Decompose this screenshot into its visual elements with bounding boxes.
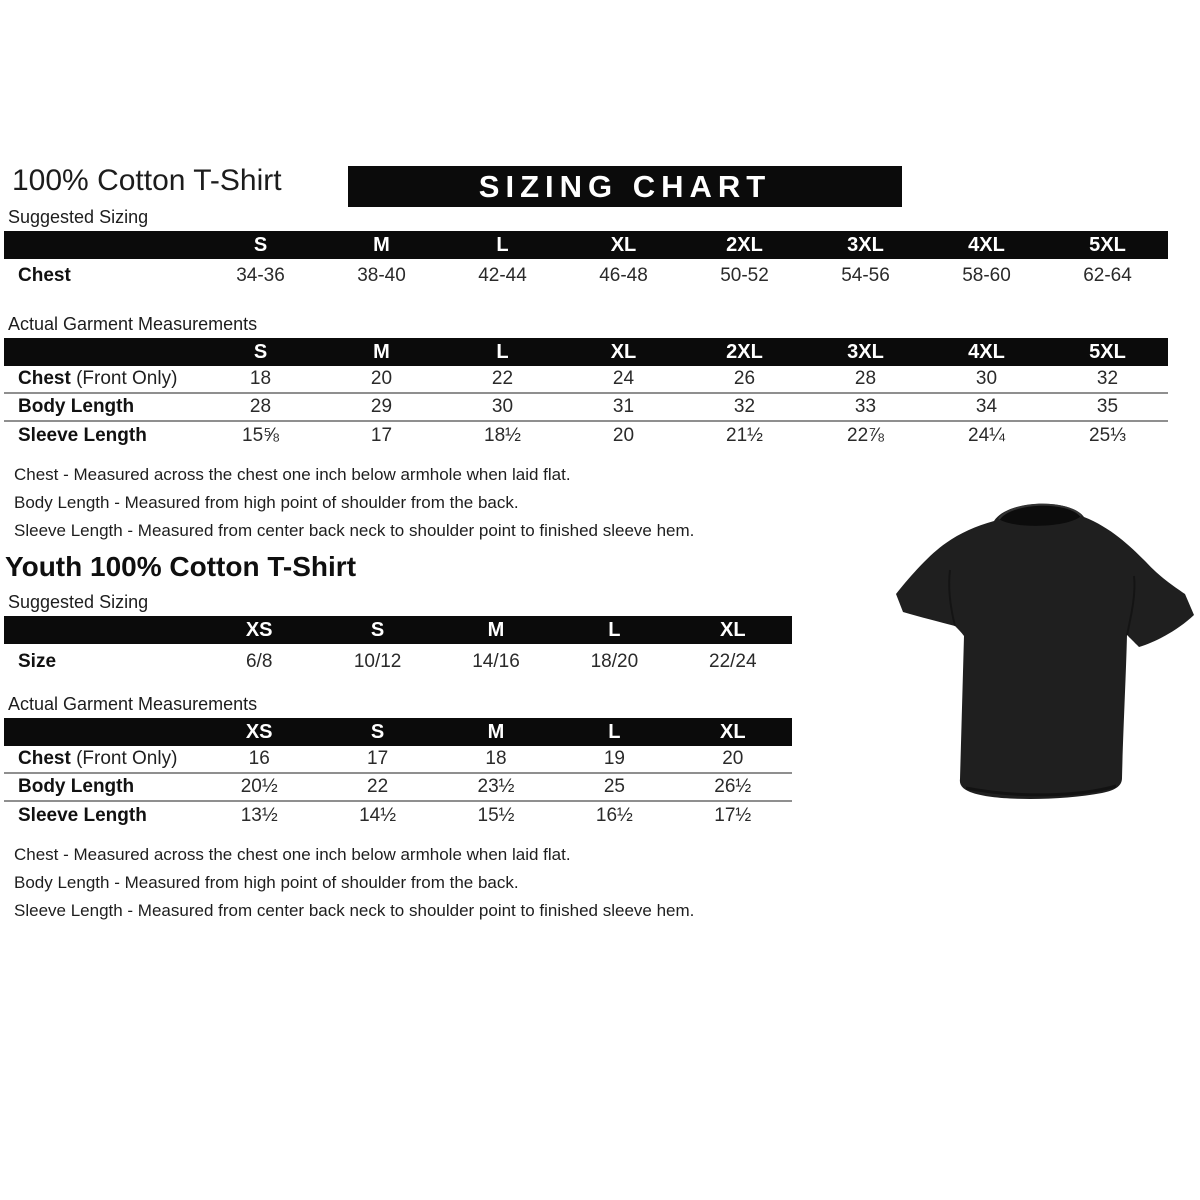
cell: 23½ — [477, 776, 515, 797]
row-label-main: Body Length — [18, 776, 135, 797]
table-header-row — [4, 231, 1168, 259]
table-row — [4, 259, 1168, 293]
table-row-size — [4, 644, 792, 680]
cell: 16½ — [595, 805, 633, 826]
row-label-suffix: (Front Only) — [70, 368, 178, 389]
cell: 32 — [733, 396, 756, 417]
cell: 10/12 — [353, 651, 402, 672]
cell: 18 — [249, 368, 272, 389]
table-row-sleeve-length — [4, 422, 1168, 450]
cell: 20 — [370, 368, 393, 389]
size-column-header: 5XL — [1089, 340, 1126, 363]
size-column-header: L — [496, 340, 509, 363]
size-column-header: 3XL — [847, 233, 884, 256]
row-label-suffix: (Front Only) — [70, 748, 178, 769]
cell: 26½ — [714, 776, 752, 797]
cell: 34 — [975, 396, 998, 417]
sizing-chart-banner — [348, 166, 902, 207]
table-row-chest — [4, 746, 792, 774]
adult-suggested-sizing-label: Suggested Sizing — [8, 207, 149, 227]
size-column-header: 5XL — [1089, 233, 1126, 256]
cell: 38-40 — [357, 265, 406, 286]
cell: 18/20 — [590, 651, 639, 672]
cell: 58-60 — [962, 265, 1011, 286]
cell: 13½ — [240, 805, 278, 826]
adult-actual-measurements-table — [4, 338, 1168, 450]
size-column-header: 4XL — [968, 233, 1005, 256]
row-label — [4, 776, 200, 798]
cell: 21½ — [726, 425, 763, 446]
cell: 54-56 — [841, 265, 890, 286]
table-header-row — [4, 338, 1168, 366]
row-label-main: Sleeve Length — [18, 805, 147, 826]
size-column-header: XL — [720, 618, 746, 641]
cell: 31 — [612, 396, 635, 417]
cell: 19 — [603, 748, 625, 769]
size-column-header: M — [373, 233, 390, 256]
cell: 28 — [854, 368, 877, 389]
cell: 17 — [367, 748, 389, 769]
size-column-header: 2XL — [726, 340, 763, 363]
cell: 29 — [370, 396, 393, 417]
cell: 50-52 — [720, 265, 769, 286]
cell: 25 — [603, 776, 625, 797]
cell: 62-64 — [1083, 265, 1132, 286]
row-label-main: Chest — [18, 368, 71, 389]
size-column-header: XS — [245, 618, 273, 641]
note-chest: Chest - Measured across the chest one inch below armhole when laid flat. — [14, 845, 571, 864]
cell: 18½ — [484, 425, 521, 446]
cell: 16 — [248, 748, 270, 769]
cell: 14½ — [359, 805, 397, 826]
tshirt-body-shape — [896, 504, 1194, 799]
cell: 46-48 — [599, 265, 648, 286]
cell: 17 — [370, 425, 393, 446]
cell: 15⅝ — [242, 425, 279, 446]
page-title: 100% Cotton T-Shirt — [12, 164, 282, 197]
youth-suggested-sizing-label: Suggested Sizing — [8, 592, 149, 612]
size-column-header: S — [253, 340, 268, 363]
adult-measurement-notes — [14, 461, 694, 545]
cell: 20 — [722, 748, 744, 769]
cell: 15½ — [477, 805, 515, 826]
table-row-body-length — [4, 394, 1168, 422]
youth-actual-measurements-label: Actual Garment Measurements — [8, 694, 258, 714]
size-column-header: S — [253, 233, 268, 256]
cell: 22⅞ — [847, 425, 884, 446]
table-row-chest — [4, 366, 1168, 394]
cell: 32 — [1096, 368, 1119, 389]
size-column-header: L — [496, 233, 509, 256]
cell: 22 — [491, 368, 514, 389]
size-column-header: 4XL — [968, 340, 1005, 363]
size-column-header: S — [370, 720, 385, 743]
size-column-header: M — [487, 618, 505, 641]
row-label — [4, 748, 200, 770]
cell: 42-44 — [478, 265, 527, 286]
size-column-header: M — [487, 720, 505, 743]
cell: 24 — [612, 368, 635, 389]
cell: 28 — [249, 396, 272, 417]
size-column-header: M — [373, 340, 390, 363]
row-label: Size — [18, 651, 57, 672]
cell: 22 — [367, 776, 389, 797]
black-tshirt-image — [888, 486, 1198, 808]
cell: 17½ — [714, 805, 752, 826]
youth-measurement-notes — [14, 841, 694, 925]
cell: 24¼ — [968, 425, 1005, 446]
table-row-sleeve-length — [4, 802, 792, 830]
row-label: Chest — [18, 265, 71, 286]
cell: 34-36 — [236, 265, 285, 286]
size-column-header: L — [608, 720, 621, 743]
cell: 20 — [612, 425, 635, 446]
row-label-main: Sleeve Length — [18, 425, 147, 446]
size-column-header: 2XL — [726, 233, 763, 256]
size-column-header: S — [370, 618, 385, 641]
size-column-header: L — [608, 618, 621, 641]
cell: 14/16 — [472, 651, 520, 672]
table-row-body-length — [4, 774, 792, 802]
note-body-length: Body Length - Measured from high point of shoulder from the back. — [14, 873, 519, 892]
row-label — [4, 805, 200, 827]
cell: 35 — [1096, 396, 1119, 417]
note-chest: Chest - Measured across the chest one inch below armhole when laid flat. — [14, 465, 571, 484]
youth-section-title: Youth 100% Cotton T-Shirt — [5, 551, 357, 582]
row-label-main: Body Length — [18, 396, 135, 417]
cell: 6/8 — [245, 651, 273, 672]
note-sleeve-length: Sleeve Length - Measured from center back neck to shoulder point to finished sleeve hem. — [14, 521, 695, 540]
cell: 33 — [854, 396, 877, 417]
row-label-main: Chest — [18, 748, 71, 769]
note-body-length: Body Length - Measured from high point of shoulder from the back. — [14, 493, 519, 512]
sizing-chart-banner-label: SIZING CHART — [478, 168, 772, 204]
size-column-header: XL — [610, 233, 637, 256]
cell: 18 — [485, 748, 507, 769]
cell: 30 — [491, 396, 514, 417]
cell: 25⅓ — [1089, 425, 1126, 446]
row-label — [4, 425, 200, 447]
youth-actual-measurements-table — [4, 718, 792, 830]
size-column-header: XL — [610, 340, 637, 363]
size-column-header: XS — [245, 720, 273, 743]
cell: 22/24 — [709, 651, 757, 672]
cell: 30 — [975, 368, 998, 389]
youth-suggested-sizing-table — [4, 616, 792, 680]
size-column-header: 3XL — [847, 340, 884, 363]
note-sleeve-length: Sleeve Length - Measured from center back neck to shoulder point to finished sleeve hem. — [14, 901, 695, 920]
size-column-header: XL — [720, 720, 746, 743]
row-label — [4, 368, 200, 390]
adult-actual-measurements-label: Actual Garment Measurements — [8, 314, 258, 334]
adult-suggested-sizing-table — [4, 231, 1168, 293]
table-header-row — [4, 616, 792, 644]
table-header-row — [4, 718, 792, 746]
cell: 20½ — [240, 776, 278, 797]
cell: 26 — [733, 368, 756, 389]
row-label — [4, 396, 200, 418]
